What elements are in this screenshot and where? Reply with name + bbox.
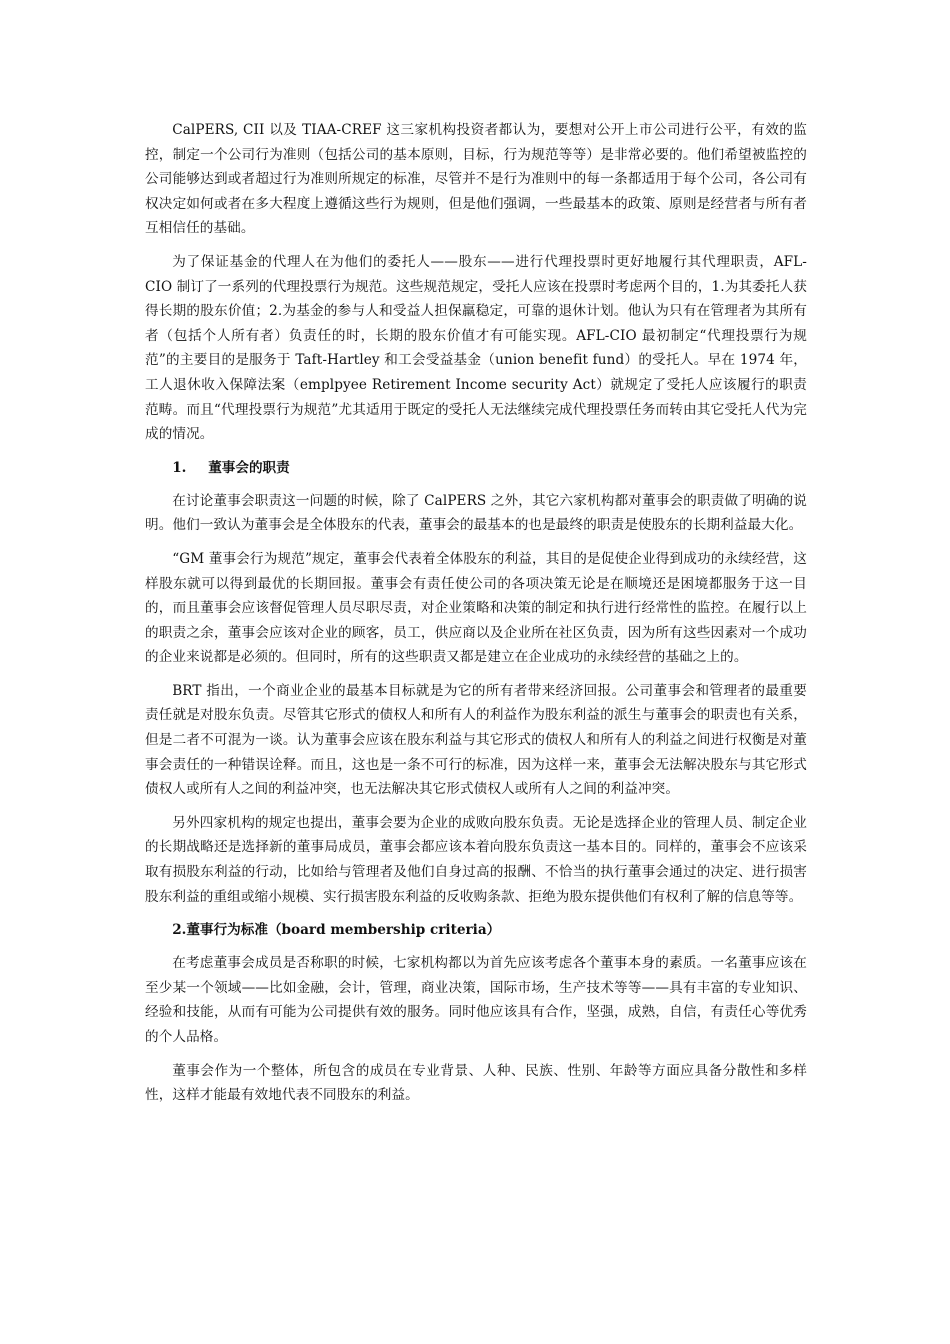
section-2-paragraph-2: 董事会作为一个整体，所包含的成员在专业背景、人种、民族、性别、年龄等方面应具备分散性和多样性，这样才能最有效地代表不同股东的利益。 [145,1062,807,1104]
section-1-paragraph-1: 在讨论董事会职责这一问题的时候，除了 CalPERS 之外，其它六家机构都对董事会的职责做了明确的说明。他们一致认为董事会是全体股东的代表，董事会的最基本的也是最终的职责是使股东的长期利益最大化。 [145,492,807,534]
intro-paragraph-2: 为了保证基金的代理人在为他们的委托人——股东——进行代理投票时更好地履行其代理职责，AFL-CIO 制订了一系列的代理投票行为规范。这些规范规定，受托人应该在投票时考虑两个目的，1.为其委托人获得长期的股东价值；2.为基金的参与人和受益人担保羸稳定，可靠的退休计划。他认为只有在管理者为其所有者（包括个人所有者）负责任的时，长期的股东价值才有可能实现。AFL-CIO 最初制定“代理投票行为规范”的主要目的是服务于 Taft-Hartley 和工会受益基金（union benefit fund）的受托人。早在 1974 年，工人退休收入保障法案（emplpyee Retirement Income security Act）就规定了受托人应该履行的职责范畴。而且“代理投票行为规范”尤其适用于既定的受托人无法继续完成代理投票任务而转由其它受托人代为完成的情况。 [145,253,807,443]
section-1-number: 1. [172,459,187,476]
intro-paragraph-1: CalPERS, CII 以及 TIAA-CREF 这三家机构投资者都认为，要想对公开上市公司进行公平，有效的监控，制定一个公司行为准则（包括公司的基本原则，目标，行为规范等等）是非常必要的。他们希望被监控的公司能够达到或者超过行为准则所规定的标准，尽管并不是行为准则中的每一条都适用于每个公司，各公司有权决定如何或者在多大程度上遵循这些行为规则，但是他们强调，一些最基本的政策、原则是经营者与所有者互相信任的基础。 [145,122,807,237]
section-1-heading [145,456,807,480]
section-1-paragraph-3: BRT 指出，一个商业企业的最基本目标就是为它的所有者带来经济回报。公司董事会和管理者的最重要责任就是对股东负责。尽管其它形式的债权人和所有人的利益作为股东利益的派生与董事会的职责也有关系，但是二者不可混为一谈。认为董事会应该在股东利益与其它形式的债权人和所有人的利益之间进行权衡是对董事会责任的一种错误诠释。而且，这也是一条不可行的标准，因为这样一来，董事会无法解决股东与其它形式债权人或所有人之间的利益冲突，也无法解决其它形式债权人或所有人之间的利益冲突。 [145,682,807,798]
section-2-paragraph-1: 在考虑董事会成员是否称职的时候，七家机构都以为首先应该考虑各个董事本身的素质。一名董事应该在至少某一个领域——比如金融，会计，管理，商业决策，国际市场，生产技术等等——具有丰富的专业知识、经验和技能，从而有可能为公司提供有效的服务。同时他应该具有合作，坚强，成熟，自信，有责任心等优秀的个人品格。 [145,955,807,1045]
section-1-title: 董事会的职责 [208,459,290,476]
section-1-paragraph-2: “GM 董事会行为规范”规定，董事会代表着全体股东的利益，其目的是促使企业得到成功的永续经营，这样股东就可以得到最优的长期回报。董事会有责任使公司的各项决策无论是在顺境还是困境都服务于这一目的，而且董事会应该督促管理人员尽职尽责，对企业策略和决策的制定和执行进行经常性的监控。在履行以上的职责之余，董事会应该对企业的顾客，员工，供应商以及企业所在社区负责，因为所有这些因素对一个成功的企业来说都是必须的。但同时，所有的这些职责又都是建立在企业成功的永续经营的基础之上的。 [145,550,807,666]
section-2-heading: 2.董事行为标准（board membership criteria） [172,922,501,939]
document-page [145,118,807,1117]
section-1-paragraph-4: 另外四家机构的规定也提出，董事会要为企业的成败向股东负责。无论是选择企业的管理人员、制定企业的长期战略还是选择新的董事局成员，董事会都应该本着向股东负责这一基本目的。同样的，董事会不应该采取有损股东利益的行动，比如给与管理者及他们自身过高的报酬、不恰当的执行董事会通过的决定、进行损害股东利益的重组或缩小规模、实行损害股东利益的反收购条款、拒绝为股东提供他们有权利了解的信息等等。 [145,814,807,905]
